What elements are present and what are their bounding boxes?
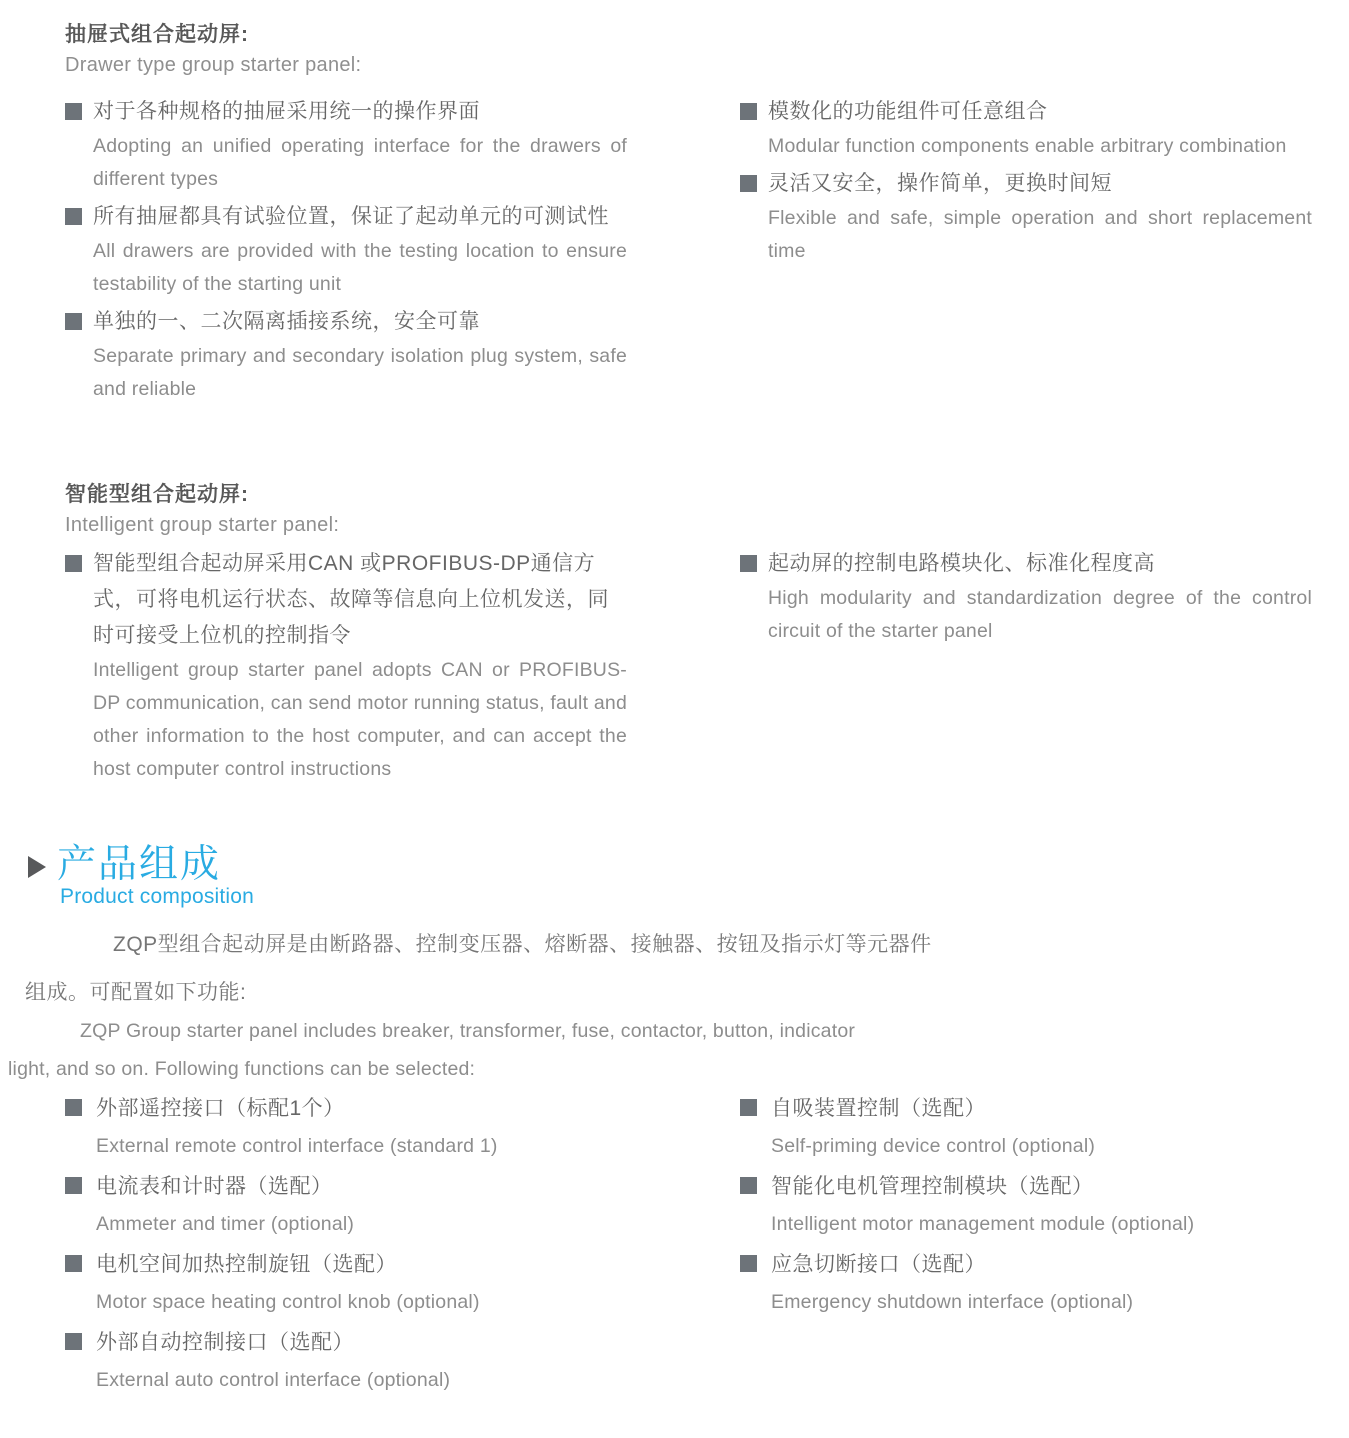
composition-title-zh: 产品组成 xyxy=(57,843,222,886)
bullet-item xyxy=(740,546,1312,648)
bullet-text-zh: 智能型组合起动屏采用CAN 或PROFIBUS-DP通信方式，可将电机运行状态、故障等信息向上位机发送，同时可接受上位机的控制指令 xyxy=(93,552,609,647)
bullet-item xyxy=(740,1168,1312,1243)
bullet-square-icon xyxy=(740,1099,757,1116)
bullet-text-en: Flexible and safe, simple operation and short replacement time xyxy=(768,207,1312,262)
bullet-square-icon xyxy=(65,103,82,120)
composition-paragraph-zh: ZQP型组合起动屏是由断路器、控制变压器、熔断器、接触器、按钮及指示灯等元器件组成。可配置如下功能: xyxy=(25,933,932,1004)
bullet-item xyxy=(65,94,627,196)
bullet-item xyxy=(740,94,1312,163)
section-title-zh: 抽屉式组合起动屏: xyxy=(65,23,249,46)
bullet-text-en: External remote control interface (standard 1) xyxy=(96,1135,498,1157)
composition-left-column xyxy=(65,1090,627,1402)
intelligent-left-column xyxy=(65,546,627,789)
bullet-text-en: Intelligent motor management module (optional) xyxy=(771,1213,1195,1235)
bullet-square-icon xyxy=(740,1177,757,1194)
bullet-text-zh: 模数化的功能组件可任意组合 xyxy=(768,100,1048,123)
bullet-item xyxy=(65,1090,627,1165)
bullet-text-zh: 智能化电机管理控制模块（选配） xyxy=(771,1175,1094,1198)
bullet-square-icon xyxy=(65,1177,82,1194)
composition-right-column xyxy=(740,1090,1312,1324)
composition-title-en: Product composition xyxy=(60,885,255,908)
bullet-item xyxy=(65,1246,627,1321)
bullet-text-en: Intelligent group starter panel adopts CAN or PROFIBUS-DP communication, can send motor running status, fault and other information to the host computer, and can accept the host computer control instructions xyxy=(93,659,627,780)
bullet-text-en: Motor space heating control knob (optional) xyxy=(96,1291,480,1313)
bullet-text-zh: 自吸装置控制（选配） xyxy=(771,1097,986,1120)
drawer-left-column xyxy=(65,94,627,409)
bullet-text-zh: 起动屏的控制电路模块化、标准化程度高 xyxy=(768,552,1155,575)
bullet-text-zh: 所有抽屉都具有试验位置，保证了起动单元的可测试性 xyxy=(93,205,609,228)
bullet-text-en: All drawers are provided with the testing location to ensure testability of the starting unit xyxy=(93,240,627,295)
bullet-text-en: Separate primary and secondary isolation plug system, safe and reliable xyxy=(93,345,627,400)
bullet-square-icon xyxy=(65,555,82,572)
bullet-item xyxy=(65,546,627,786)
bullet-item xyxy=(740,166,1312,268)
section-drawer-heading xyxy=(65,18,361,77)
bullet-text-zh: 电流表和计时器（选配） xyxy=(96,1175,333,1198)
bullet-item xyxy=(65,1324,627,1399)
bullet-text-en: Self-priming device control (optional) xyxy=(771,1135,1096,1157)
bullet-text-en: Modular function components enable arbitrary combination xyxy=(768,135,1287,157)
section-title-zh: 智能型组合起动屏: xyxy=(65,483,249,506)
section-intelligent-heading xyxy=(65,478,339,537)
bullet-square-icon xyxy=(740,555,757,572)
bullet-item xyxy=(65,199,627,301)
bullet-text-en: Adopting an unified operating interface for the drawers of different types xyxy=(93,135,627,190)
bullet-square-icon xyxy=(65,313,82,330)
bullet-text-zh: 外部遥控接口（标配1个） xyxy=(96,1097,345,1120)
bullet-square-icon xyxy=(65,1099,82,1116)
bullet-item xyxy=(65,304,627,406)
bullet-item xyxy=(740,1246,1312,1321)
triangle-pointer-icon xyxy=(28,856,46,878)
bullet-text-zh: 对于各种规格的抽屉采用统一的操作界面 xyxy=(93,100,480,123)
bullet-text-en: Emergency shutdown interface (optional) xyxy=(771,1291,1134,1313)
bullet-text-en: External auto control interface (optional) xyxy=(96,1369,451,1391)
bullet-text-zh: 灵活又安全，操作简单，更换时间短 xyxy=(768,172,1112,195)
bullet-text-en: Ammeter and timer (optional) xyxy=(96,1213,355,1235)
bullet-item xyxy=(740,1090,1312,1165)
composition-paragraph-en: ZQP Group starter panel includes breaker, transformer, fuse, contactor, button, indicator light, and so on. Following functions can be selected: xyxy=(8,1020,856,1080)
section-title-en: Intelligent group starter panel: xyxy=(65,514,340,536)
drawer-right-column xyxy=(740,94,1312,271)
section-title-en: Drawer type group starter panel: xyxy=(65,54,362,76)
bullet-square-icon xyxy=(65,1255,82,1272)
bullet-item xyxy=(65,1168,627,1243)
bullet-text-zh: 电机空间加热控制旋钮（选配） xyxy=(96,1253,397,1276)
bullet-text-zh: 外部自动控制接口（选配） xyxy=(96,1331,354,1354)
bullet-text-zh: 单独的一、二次隔离插接系统，安全可靠 xyxy=(93,310,480,333)
bullet-square-icon xyxy=(740,103,757,120)
bullet-text-en: High modularity and standardization degree of the control circuit of the starter panel xyxy=(768,587,1312,642)
bullet-square-icon xyxy=(65,208,82,225)
bullet-square-icon xyxy=(65,1333,82,1350)
bullet-square-icon xyxy=(740,1255,757,1272)
bullet-text-zh: 应急切断接口（选配） xyxy=(771,1253,986,1276)
bullet-square-icon xyxy=(740,175,757,192)
intelligent-right-column xyxy=(740,546,1312,651)
